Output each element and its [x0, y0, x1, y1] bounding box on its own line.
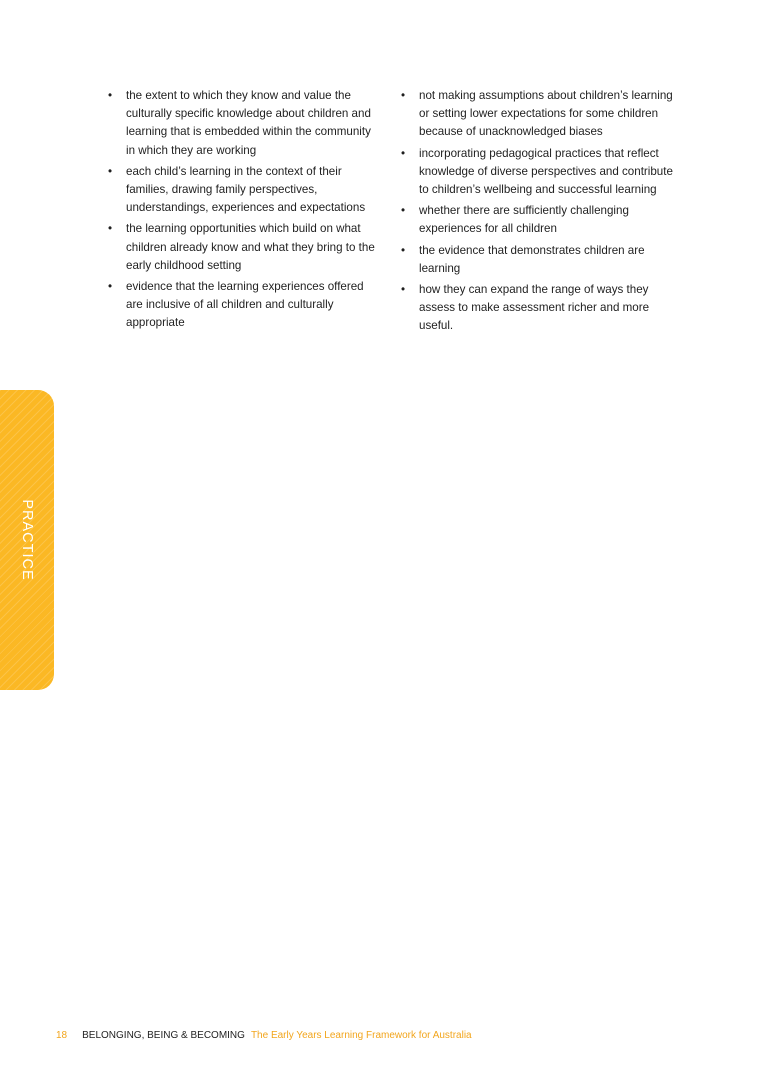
bullet-icon: •	[401, 146, 406, 160]
list-item-text: whether there are sufficiently challenging experiences for all children	[419, 204, 629, 236]
list-item-text: the learning opportunities which build on what children already know and what they bring to the early childhood setting	[126, 222, 375, 272]
list-item	[401, 202, 673, 238]
list-item	[401, 242, 673, 278]
footer-title: BELONGING, BEING & BECOMING	[82, 1030, 245, 1041]
list-item-text: evidence that the learning experiences offered are inclusive of all children and culturally appropriate	[126, 280, 364, 330]
bullet-list-right	[401, 87, 673, 339]
bullet-icon: •	[401, 204, 406, 218]
list-item-text: incorporating pedagogical practices that reflect knowledge of diverse perspectives and contribute to children’s wellbeing and successful learning	[419, 146, 673, 197]
list-item	[108, 278, 382, 333]
bullet-icon: •	[108, 164, 113, 178]
list-item	[108, 87, 382, 160]
section-side-tab	[0, 390, 54, 690]
list-item-text: each child’s learning in the context of their families, drawing family perspectives, understandings, experiences and expectations	[126, 164, 366, 215]
bullet-icon: •	[401, 89, 406, 102]
list-item	[108, 220, 382, 275]
list-item-text: how they can expand the range of ways they assess to make assessment richer and more useful.	[419, 283, 650, 333]
list-item	[401, 145, 673, 200]
footer-subtitle: The Early Years Learning Framework for Australia	[250, 1030, 472, 1041]
bullet-list-left	[108, 87, 382, 336]
list-item	[401, 87, 673, 142]
side-tab-label: PRACTICE	[19, 499, 35, 581]
page-number: 18	[56, 1030, 68, 1041]
bullet-icon: •	[108, 89, 113, 102]
page-footer	[56, 1029, 472, 1043]
list-item-text: not making assumptions about children’s learning or setting lower expectations for some children because of unacknowledged biases	[419, 89, 673, 139]
list-item-text: the extent to which they know and value the culturally specific knowledge about children and learning that is embedded within the community in which they are working	[126, 89, 371, 157]
bullet-icon: •	[108, 280, 113, 294]
bullet-icon: •	[401, 283, 406, 297]
bullet-icon: •	[108, 222, 113, 236]
bullet-icon: •	[401, 243, 406, 257]
list-item	[401, 281, 673, 336]
list-item-text: the evidence that demonstrates children are learning	[419, 243, 645, 275]
list-item	[108, 163, 382, 218]
